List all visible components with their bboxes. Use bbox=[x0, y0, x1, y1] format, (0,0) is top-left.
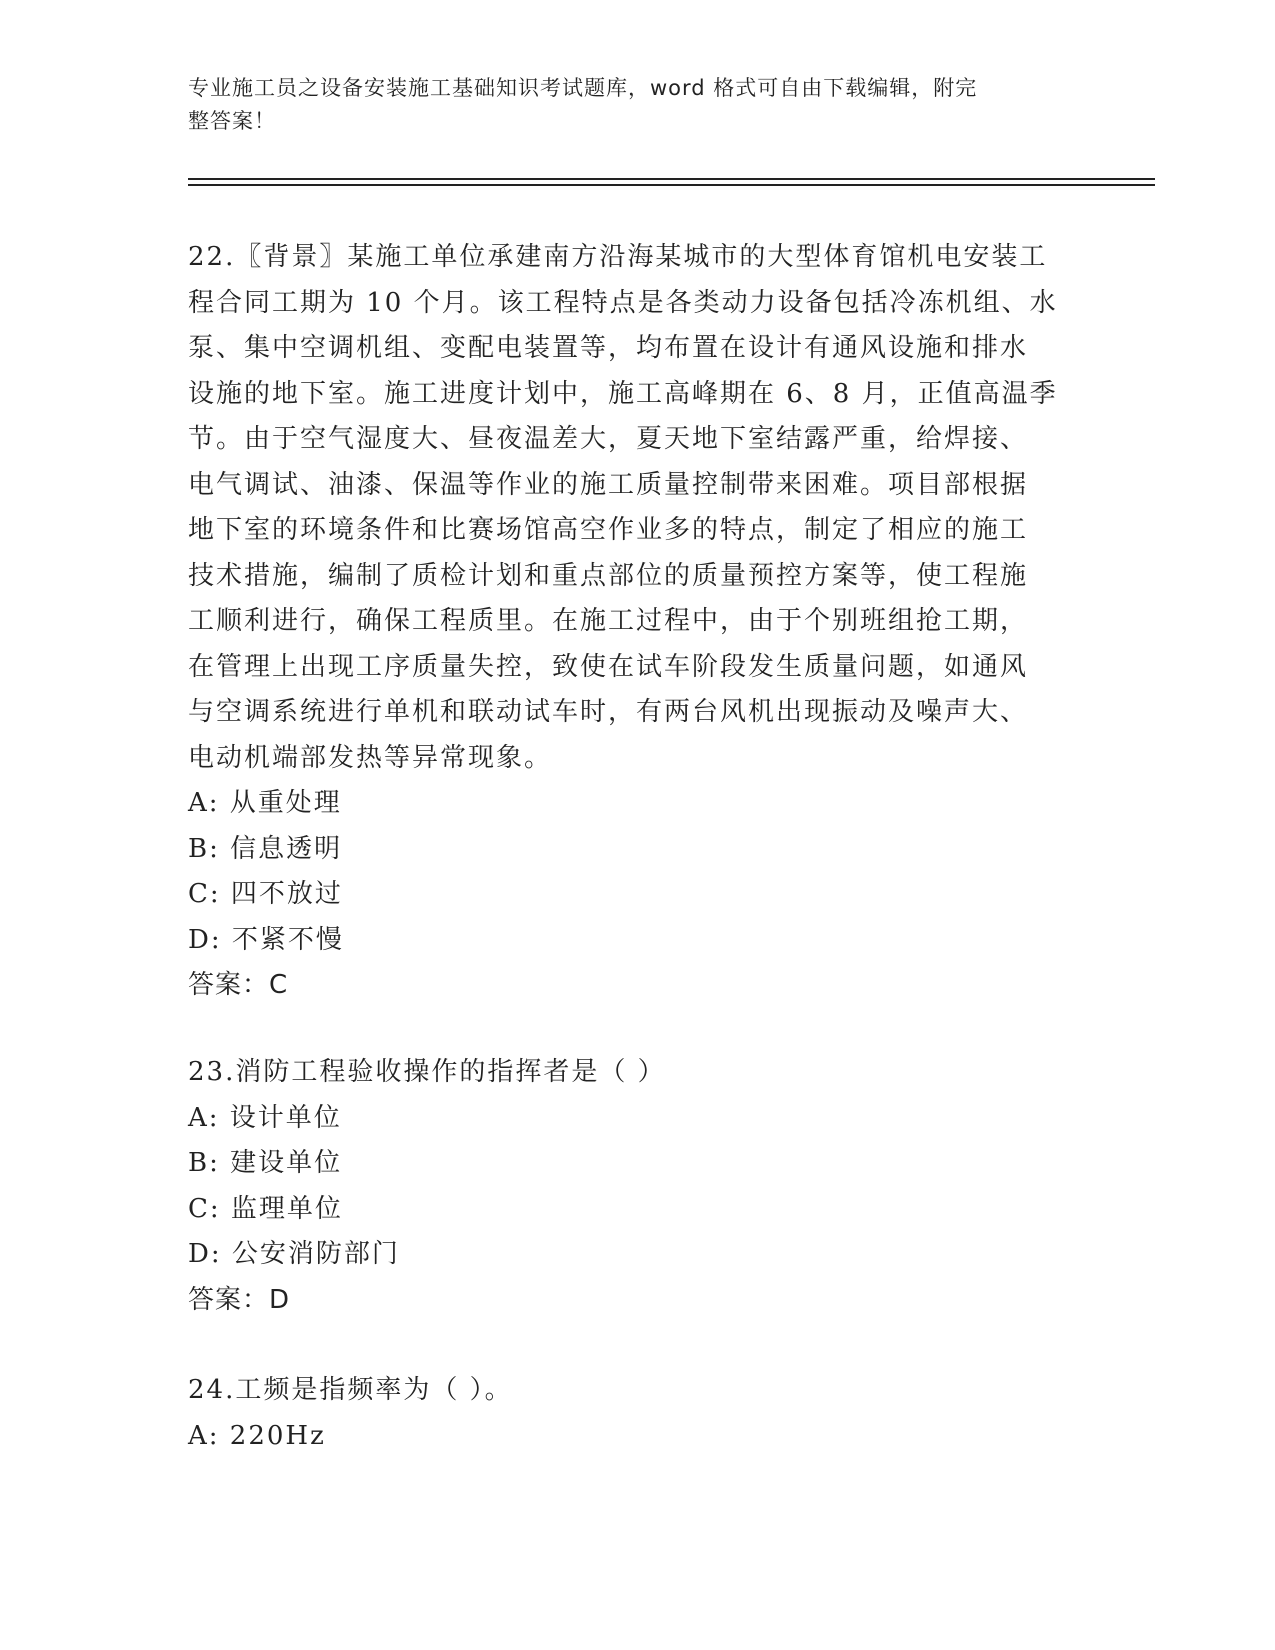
question-stem-line: 泵、集中空调机组、变配电装置等，均布置在设计有通风设施和排水 bbox=[188, 333, 1029, 363]
question-stem-line: 24.工频是指频率为（ ）。 bbox=[188, 1375, 513, 1405]
question-stem-line: 程合同工期为 10 个月。该工程特点是各类动力设备包括冷冻机组、水 bbox=[188, 287, 1058, 318]
header-line-2: 整答案！ bbox=[188, 109, 276, 133]
question-stem-line: 工顺利进行，确保工程质里。在施工过程中，由于个别班组抢工期， bbox=[188, 606, 1029, 636]
question-24 bbox=[188, 1368, 1088, 1459]
answer: 答案：D bbox=[188, 1284, 291, 1315]
question-stem-line: 技术措施，编制了质检计划和重点部位的质量预控方案等，使工程施 bbox=[188, 560, 1029, 591]
question-stem-line: 22.〖背景〗某施工单位承建南方沿海某城市的大型体育馆机电安装工 bbox=[188, 242, 1048, 272]
option-a: A: 设计单位 bbox=[188, 1102, 342, 1133]
header-rule-top bbox=[188, 178, 1155, 180]
header-line-1: 专业施工员之设备安装施工基础知识考试题库，word 格式可自由下载编辑，附完 bbox=[188, 76, 978, 100]
question-23 bbox=[188, 1050, 1088, 1323]
option-c: C: 四不放过 bbox=[188, 879, 343, 909]
question-22 bbox=[188, 235, 1088, 1009]
question-stem-line: 电气调试、油漆、保温等作业的施工质量控制带来困难。项目部根据 bbox=[188, 469, 1029, 500]
question-stem-line: 与空调系统进行单机和联动试车时，有两台风机出现振动及噪声大、 bbox=[188, 697, 1029, 727]
answer: 答案：C bbox=[188, 970, 289, 1000]
option-a: A: 从重处理 bbox=[188, 788, 342, 818]
option-d: D: 公安消防部门 bbox=[188, 1239, 400, 1269]
question-stem-line: 设施的地下室。施工进度计划中，施工高峰期在 6、8 月，正值高温季 bbox=[188, 378, 1058, 409]
question-stem-line: 23.消防工程验收操作的指挥者是（ ） bbox=[188, 1057, 666, 1087]
option-c: C: 监理单位 bbox=[188, 1193, 343, 1224]
question-stem-line: 地下室的环境条件和比赛场馆高空作业多的特点，制定了相应的施工 bbox=[188, 515, 1029, 545]
document-header bbox=[188, 72, 1068, 138]
option-d: D: 不紧不慢 bbox=[188, 924, 344, 955]
header-rule-bottom bbox=[188, 184, 1155, 186]
option-b: B: 信息透明 bbox=[188, 833, 343, 864]
question-stem-line: 节。由于空气湿度大、昼夜温差大，夏天地下室结露严重，给焊接、 bbox=[188, 424, 1029, 454]
question-stem-line: 电动机端部发热等异常现象。 bbox=[188, 742, 553, 773]
question-stem-line: 在管理上出现工序质量失控，致使在试车阶段发生质量问题，如通风 bbox=[188, 651, 1029, 682]
option-a: A: 220Hz bbox=[188, 1420, 326, 1451]
option-b: B: 建设单位 bbox=[188, 1148, 343, 1178]
